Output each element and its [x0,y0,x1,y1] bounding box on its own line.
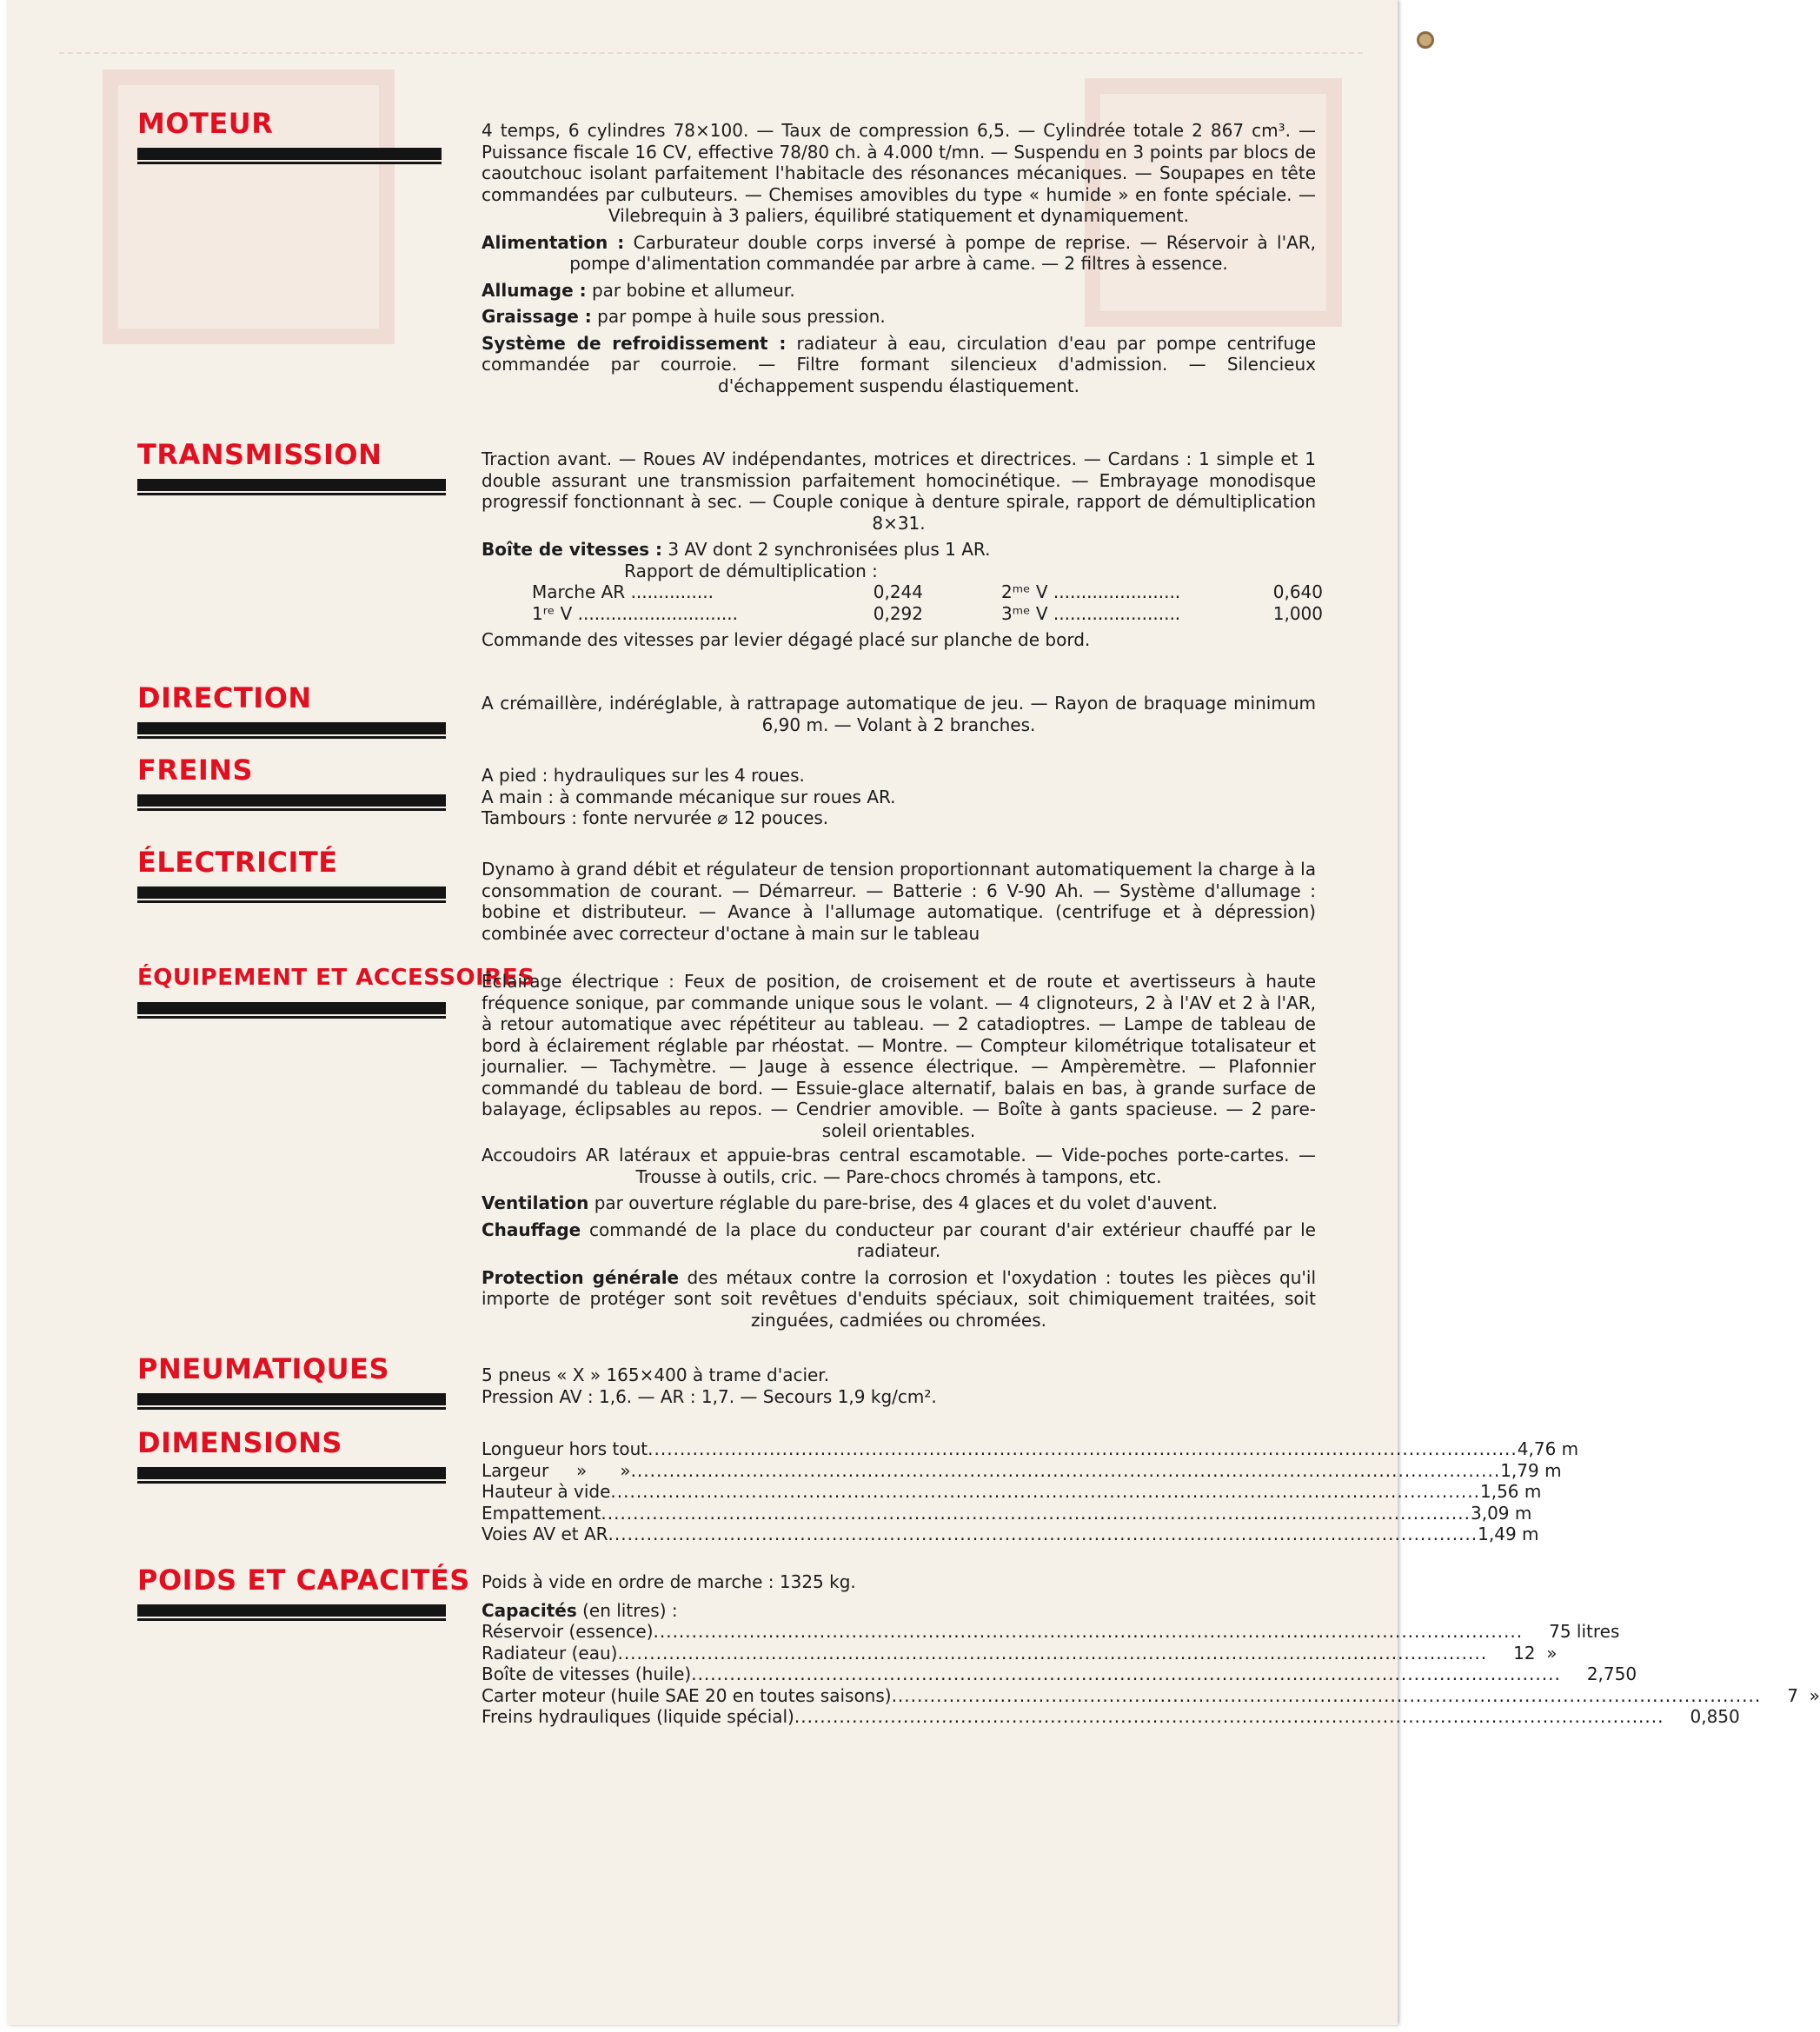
freins-line: Tambours : fonte nervurée ⌀ 12 pouces. [482,807,829,828]
section-header-dimensions [137,1425,450,1481]
pneumatiques-line: 5 pneus « X » 165×400 à trame d'acier. [482,1365,830,1385]
section-rule [137,1393,446,1407]
graissage-text: par pompe à huile sous pression. [591,306,886,327]
section-title-electricite: ÉLECTRICITÉ [137,846,338,879]
section-header-electricite [137,845,450,900]
protection-text: des métaux contre la corrosion et l'oxydation : toutes les pièces qu'il importe de protéger sont soit revêtues d'enduits spéciaux, soit chimiquement traitées, soit zinguées, cadmiées ou chromées. [482,1266,1316,1331]
capacity-row: Radiateur (eau) ........................................................................................................................................ 12 » [482,1642,1558,1663]
poids-a-vide: Poids à vide en ordre de marche : 1325 kg. [482,1571,856,1592]
section-header-moteur [137,106,450,162]
capacity-row: Boîte de vitesses (huile) ........................................................................................................................................ 2,750 [482,1663,1637,1684]
section-rule [137,887,446,900]
spec-sheet-page [7,0,1820,2025]
capacity-row: Carter moteur (huile SAE 20 en toutes saisons) ........................................................................................................................................ 7 » [482,1684,1820,1706]
capacity-row: Freins hydrauliques (liquide spécial) ........................................................................................................................................ 0,850 [482,1706,1740,1727]
section-title-transmission: TRANSMISSION [137,438,382,471]
commande-vitesses: Commande des vitesses par levier dégagé placé sur planche de bord. [482,629,1091,650]
boite-text: 3 AV dont 2 synchronisées plus 1 AR. [662,539,991,560]
freins-line: A pied : hydrauliques sur les 4 roues. [482,765,805,786]
allumage-label: Allumage : [482,279,587,301]
refroidissement-label: Système de refroidissement : [482,332,787,354]
section-rule [137,148,442,162]
direction-text: A crémaillère, indéréglable, à rattrapage automatique de jeu. — Rayon de braquage minimum 6,90 m. — Volant à 2 branches. [482,693,1316,735]
section-header-equipement [137,960,535,1016]
equipement-chauffage [482,1219,1316,1262]
section-body-dimensions [482,1438,1579,1545]
equipement-ventilation [482,1192,1316,1214]
transmission-intro: Traction avant. — Roues AV indépendantes, motrices et directrices. — Cardans : 1 simple et 1 double assurant une transmission parfaitement homocinétique. — Embrayage monodisque progressif fonctionnant à sec. — Couple conique à denture spirale, rapport de démultiplication 8×31. [482,448,1316,534]
section-rule [137,1002,446,1016]
section-title-dimensions: DIMENSIONS [137,1426,342,1459]
section-rule [137,479,446,493]
capacites-heading: Capacités (en litres) : [482,1599,678,1621]
dimension-row: Largeur » » ........................................................................................................................................ 1,79 m [482,1459,1562,1481]
section-title-freins: FREINS [137,754,254,787]
dimension-row: Empattement ........................................................................................................................................ 3,09 m [482,1502,1532,1524]
section-body-moteur [482,120,1316,396]
dimension-row: Hauteur à vide ........................................................................................................................................ 1,56 m [482,1481,1542,1502]
section-header-freins [137,753,450,808]
electricite-text: Dynamo à grand débit et régulateur de tension proportionnant automatiquement la charge à la consommation de courant. — Démarreur. — Batterie : 6 V-90 Ah. — Système d'allumage : bobine et distributeur. — Avance à l'allumage automatique. (centrifuge et à dépression) combinée avec correcteur d'octane à main sur le tableau [482,859,1316,944]
refroidissement-text: radiateur à eau, circulation d'eau par pompe centrifuge commandée par courroie. — Filtre formant silencieux d'admission. — Silencieux d'échappement suspendu élastiquement. [482,332,1317,396]
section-title-direction: DIRECTION [137,681,312,714]
graissage-label: Graissage : [482,306,592,327]
section-header-pneumatiques [137,1351,450,1407]
gear-label: 3ᵐᵉ V ....................... [1001,602,1181,624]
moteur-refroidissement [482,333,1316,397]
section-header-transmission [137,437,450,493]
section-header-poids [137,1563,470,1618]
rapport-title: Rapport de démultiplication : [624,560,878,581]
ventilation-text: par ouverture réglable du pare-brise, des 4 glaces et du volet d'auvent. [588,1192,1218,1213]
section-rule [137,1467,446,1481]
pneumatiques-line: Pression AV : 1,6. — AR : 1,7. — Secours 1,9 kg/cm². [482,1385,937,1407]
section-title-pneumatiques: PNEUMATIQUES [137,1352,390,1385]
boite-label: Boîte de vitesses : [482,539,663,560]
gear-label: 2ᵐᵉ V ....................... [1001,581,1181,602]
section-rule [137,722,446,736]
dimension-row: Voies AV et AR ........................................................................................................................................ 1,49 m [482,1524,1539,1544]
allumage-text: par bobine et allumeur. [586,279,795,301]
gear-ratio-table [532,581,1358,624]
gear-value: 0,244 [873,581,923,602]
chauffage-text: commandé de la place du conducteur par courant d'air extérieur chauffé par le radiateur. [581,1219,1316,1261]
section-title-poids: POIDS ET CAPACITÉS [137,1564,470,1597]
section-title-moteur: MOTEUR [137,107,274,140]
section-body-poids [482,1571,1820,1728]
transmission-boite [482,539,1316,561]
gear-value: 1,000 [1272,602,1323,624]
capacity-row: Réservoir (essence) ........................................................................................................................................ 75 litres [482,1621,1620,1642]
moteur-allumage [482,280,1316,302]
section-body-electricite [482,859,1316,944]
gear-value: 0,292 [873,602,923,624]
equipement-eclairage: Éclairage électrique : Feux de position, de croisement et de route et avertisseurs à haute fréquence sonique, par commande unique sous le volant. — 4 clignoteurs, 2 à l'AV et 2 à l'AR, à retour automatique avec répétiteur au tableau. — 2 catadioptres. — Lampe de tableau de bord à éclairement réglable par rhéostat. — Montre. — Compteur kilométrique totalisateur et journalier. — Tachymètre. — Jauge à essence électrique. — Ampèremètre. — Plafonnier commandé du tableau de bord. — Essuie-glace alternatif, balais en bas, à grande surface de balayage, éclipsables au repos. — Cendrier amovible. — Boîte à gants spacieuse. — 2 pare-soleil orientables. [482,971,1316,1141]
equipement-protection [482,1267,1316,1331]
section-rule [137,1604,446,1618]
section-body-equipement [482,971,1316,1331]
ventilation-label: Ventilation [482,1192,589,1213]
chauffage-label: Chauffage [482,1219,581,1240]
section-body-freins [482,765,1316,829]
section-body-transmission [482,448,1323,651]
moteur-graissage [482,306,1316,328]
section-body-pneumatiques [482,1365,1316,1407]
section-header-direction [137,681,450,736]
bleed-through-ruler [59,17,1363,54]
moteur-alimentation [482,232,1316,275]
protection-label: Protection générale [482,1266,680,1288]
gear-value: 0,640 [1272,581,1323,602]
gear-label: 1ʳᵉ V ............................. [532,602,739,624]
equipement-accoudoirs: Accoudoirs AR latéraux et appuie-bras central escamotable. — Vide-poches porte-cartes. — Trousse à outils, cric. — Pare-chocs chromés à tampons, etc. [482,1145,1316,1187]
section-title-equipement: ÉQUIPEMENT ET ACCESSOIRES [137,965,535,991]
dimension-row: Longueur hors tout ........................................................................................................................................ 4,76 m [482,1438,1579,1459]
binder-hole [1417,31,1434,49]
moteur-intro: 4 temps, 6 cylindres 78×100. — Taux de compression 6,5. — Cylindrée totale 2 867 cm³. — Puissance fiscale 16 CV, effective 78/80 ch. à 4.000 t/mn. — Suspendu en 3 points par blocs de caoutchouc isolant parfaitement l'habitacle des résonances mécaniques. — Soupapes en tête commandées par culbuteurs. — Chemises amovibles du type « humide » en fonte spéciale. — Vilebrequin à 3 paliers, équilibré statiquement et dynamiquement. [482,120,1316,226]
gear-label: Marche AR ............... [532,581,714,602]
section-rule [137,794,446,808]
alimentation-label: Alimentation : [482,231,625,253]
section-body-direction [482,693,1316,735]
alimentation-text: Carburateur double corps inversé à pompe de reprise. — Réservoir à l'AR, pompe d'alimentation commandée par arbre à came. — 2 filtres à essence. [569,231,1316,274]
freins-line: A main : à commande mécanique sur roues AR. [482,786,896,807]
